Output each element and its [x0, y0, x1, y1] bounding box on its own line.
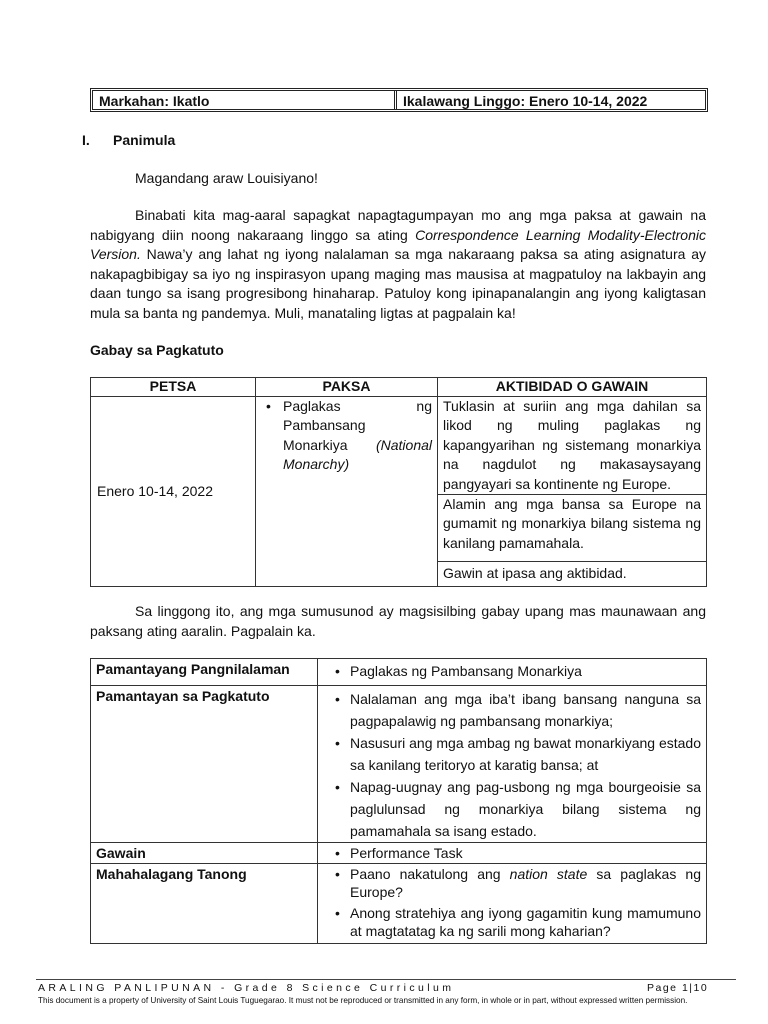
- guide-item: • Napag-uugnay ang pag-usbong ng mga bourgeoisie sa paglulunsad ng monarkiya bilang sistema ng pamamahala sa isang estado.: [323, 776, 701, 842]
- header-aktibidad: AKTIBIDAD O GAWAIN: [438, 378, 707, 397]
- activity-1: Tuklasin at suriin ang mga dahilan sa likod ng muling paglakas ng kapangyarihan ng sistemang monarkiya na nagdulot ng makasaysayang pangyayari sa kontinente ng Europe.: [438, 397, 707, 495]
- activity-2: Alamin ang mga bansa sa Europe na gumamit ng monarkiya bilang sistema ng kanilang pamamahala.: [438, 495, 707, 562]
- schedule-topic: [256, 397, 438, 587]
- guide-label: Mahahalagang Tanong: [91, 864, 318, 944]
- week-paragraph: [90, 602, 706, 641]
- guide-row: [91, 686, 707, 843]
- header-paksa: PAKSA: [256, 378, 438, 397]
- bullet-icon: •: [335, 779, 340, 795]
- guide-row: [91, 864, 707, 944]
- guide-item: • Nasusuri ang mga ambag ng bawat monarkiyang estado sa kanilang teritoryo at karatig bansa; at: [323, 732, 701, 776]
- bullet-icon: •: [335, 905, 340, 921]
- footer-copyright: This document is a property of University of Saint Louis Tuguegarao. It must not be reproduced or transmitted in any form, in whole or in part, without expressed written permission.: [38, 996, 688, 1005]
- week-text: Sa linggong ito, ang mga sumusunod ay magsisilbing gabay upang mas maunawaan ang paksang ating aaralin. Pagpalain ka.: [90, 603, 706, 639]
- bullet-icon: •: [266, 398, 271, 414]
- guide-row: [91, 659, 707, 686]
- quarter-label: Markahan: Ikatlo: [93, 91, 397, 109]
- bullet-icon: •: [335, 866, 340, 882]
- schedule-date: Enero 10-14, 2022: [91, 397, 256, 587]
- guide-label: Pamantayang Pangnilalaman: [91, 659, 318, 686]
- intro-italic: Correspondence Learning Modality-Electronic Version.: [90, 226, 706, 263]
- guide-table: [90, 658, 707, 944]
- activity-3: Gawin at ipasa ang aktibidad.: [438, 562, 707, 586]
- quarter-week-box: [90, 88, 708, 112]
- week-label: Ikalawang Linggo: Enero 10-14, 2022: [403, 93, 648, 109]
- topic-italic: (National Monarchy): [283, 436, 432, 473]
- bullet-icon: •: [335, 845, 340, 861]
- topic-item: [261, 397, 432, 475]
- bullet-icon: •: [335, 735, 340, 751]
- footer-curriculum: ARALING PANLIPUNAN - Grade 8 Science Curriculum: [38, 982, 455, 994]
- header-petsa: PETSA: [91, 378, 256, 397]
- intro-paragraph: [90, 206, 706, 324]
- guide-row: [91, 843, 707, 864]
- section-number: I.: [82, 132, 90, 148]
- guide-item: • Performance Task: [323, 844, 701, 862]
- guide-label: Pamantayan sa Pagkatuto: [91, 686, 318, 843]
- schedule-table: [90, 377, 707, 587]
- footer-divider: [36, 979, 736, 980]
- guide-heading: Gabay sa Pagkatuto: [90, 342, 224, 358]
- intro-text-1: Binabati kita mag-aaral sapagkat napagtagumpayan mo ang mga paksa at gawain na nabigyang diin noong nakaraang linggo sa ating: [90, 207, 706, 243]
- bullet-icon: •: [335, 663, 340, 679]
- greeting: Magandang araw Louisiyano!: [135, 170, 318, 186]
- guide-item: • Paano nakatulong ang nation state sa paglakas ng Europe?: [323, 865, 701, 901]
- guide-item: • Nalalaman ang mga iba’t ibang bansang nanguna sa pagpapalawig ng pambansang monarkiya;: [323, 688, 701, 732]
- topic-text: Paglakas ng Pambansang Monarkiya: [283, 398, 432, 453]
- guide-item: • Anong stratehiya ang iyong gagamitin kung mamumuno at magtatatag ka ng sarili mong kaharian?: [323, 904, 701, 940]
- guide-item: • Paglakas ng Pambansang Monarkiya: [323, 662, 701, 680]
- section-title: Panimula: [113, 132, 176, 148]
- schedule-header-row: [91, 378, 707, 397]
- page-number: Page 1|10: [647, 982, 709, 994]
- guide-label: Gawain: [91, 843, 318, 864]
- intro-text-2: Nawa’y ang lahat ng iyong nalalaman sa mga nakaraang paksa sa ating asignatura ay nakapagbibigay sa iyo ng inspirasyon upang maging mas mausisa at magpatuloy na lakbayin ang daan tungo sa isang progresibong hinaharap. Patuloy kong ipinapanalangin ang iyong kaligtasan mula sa banta ng pandemya. Muli, manataling ligtas at pagpalain ka!: [90, 246, 706, 321]
- bullet-icon: •: [335, 691, 340, 707]
- schedule-row: [91, 397, 707, 495]
- section-heading: [82, 132, 175, 148]
